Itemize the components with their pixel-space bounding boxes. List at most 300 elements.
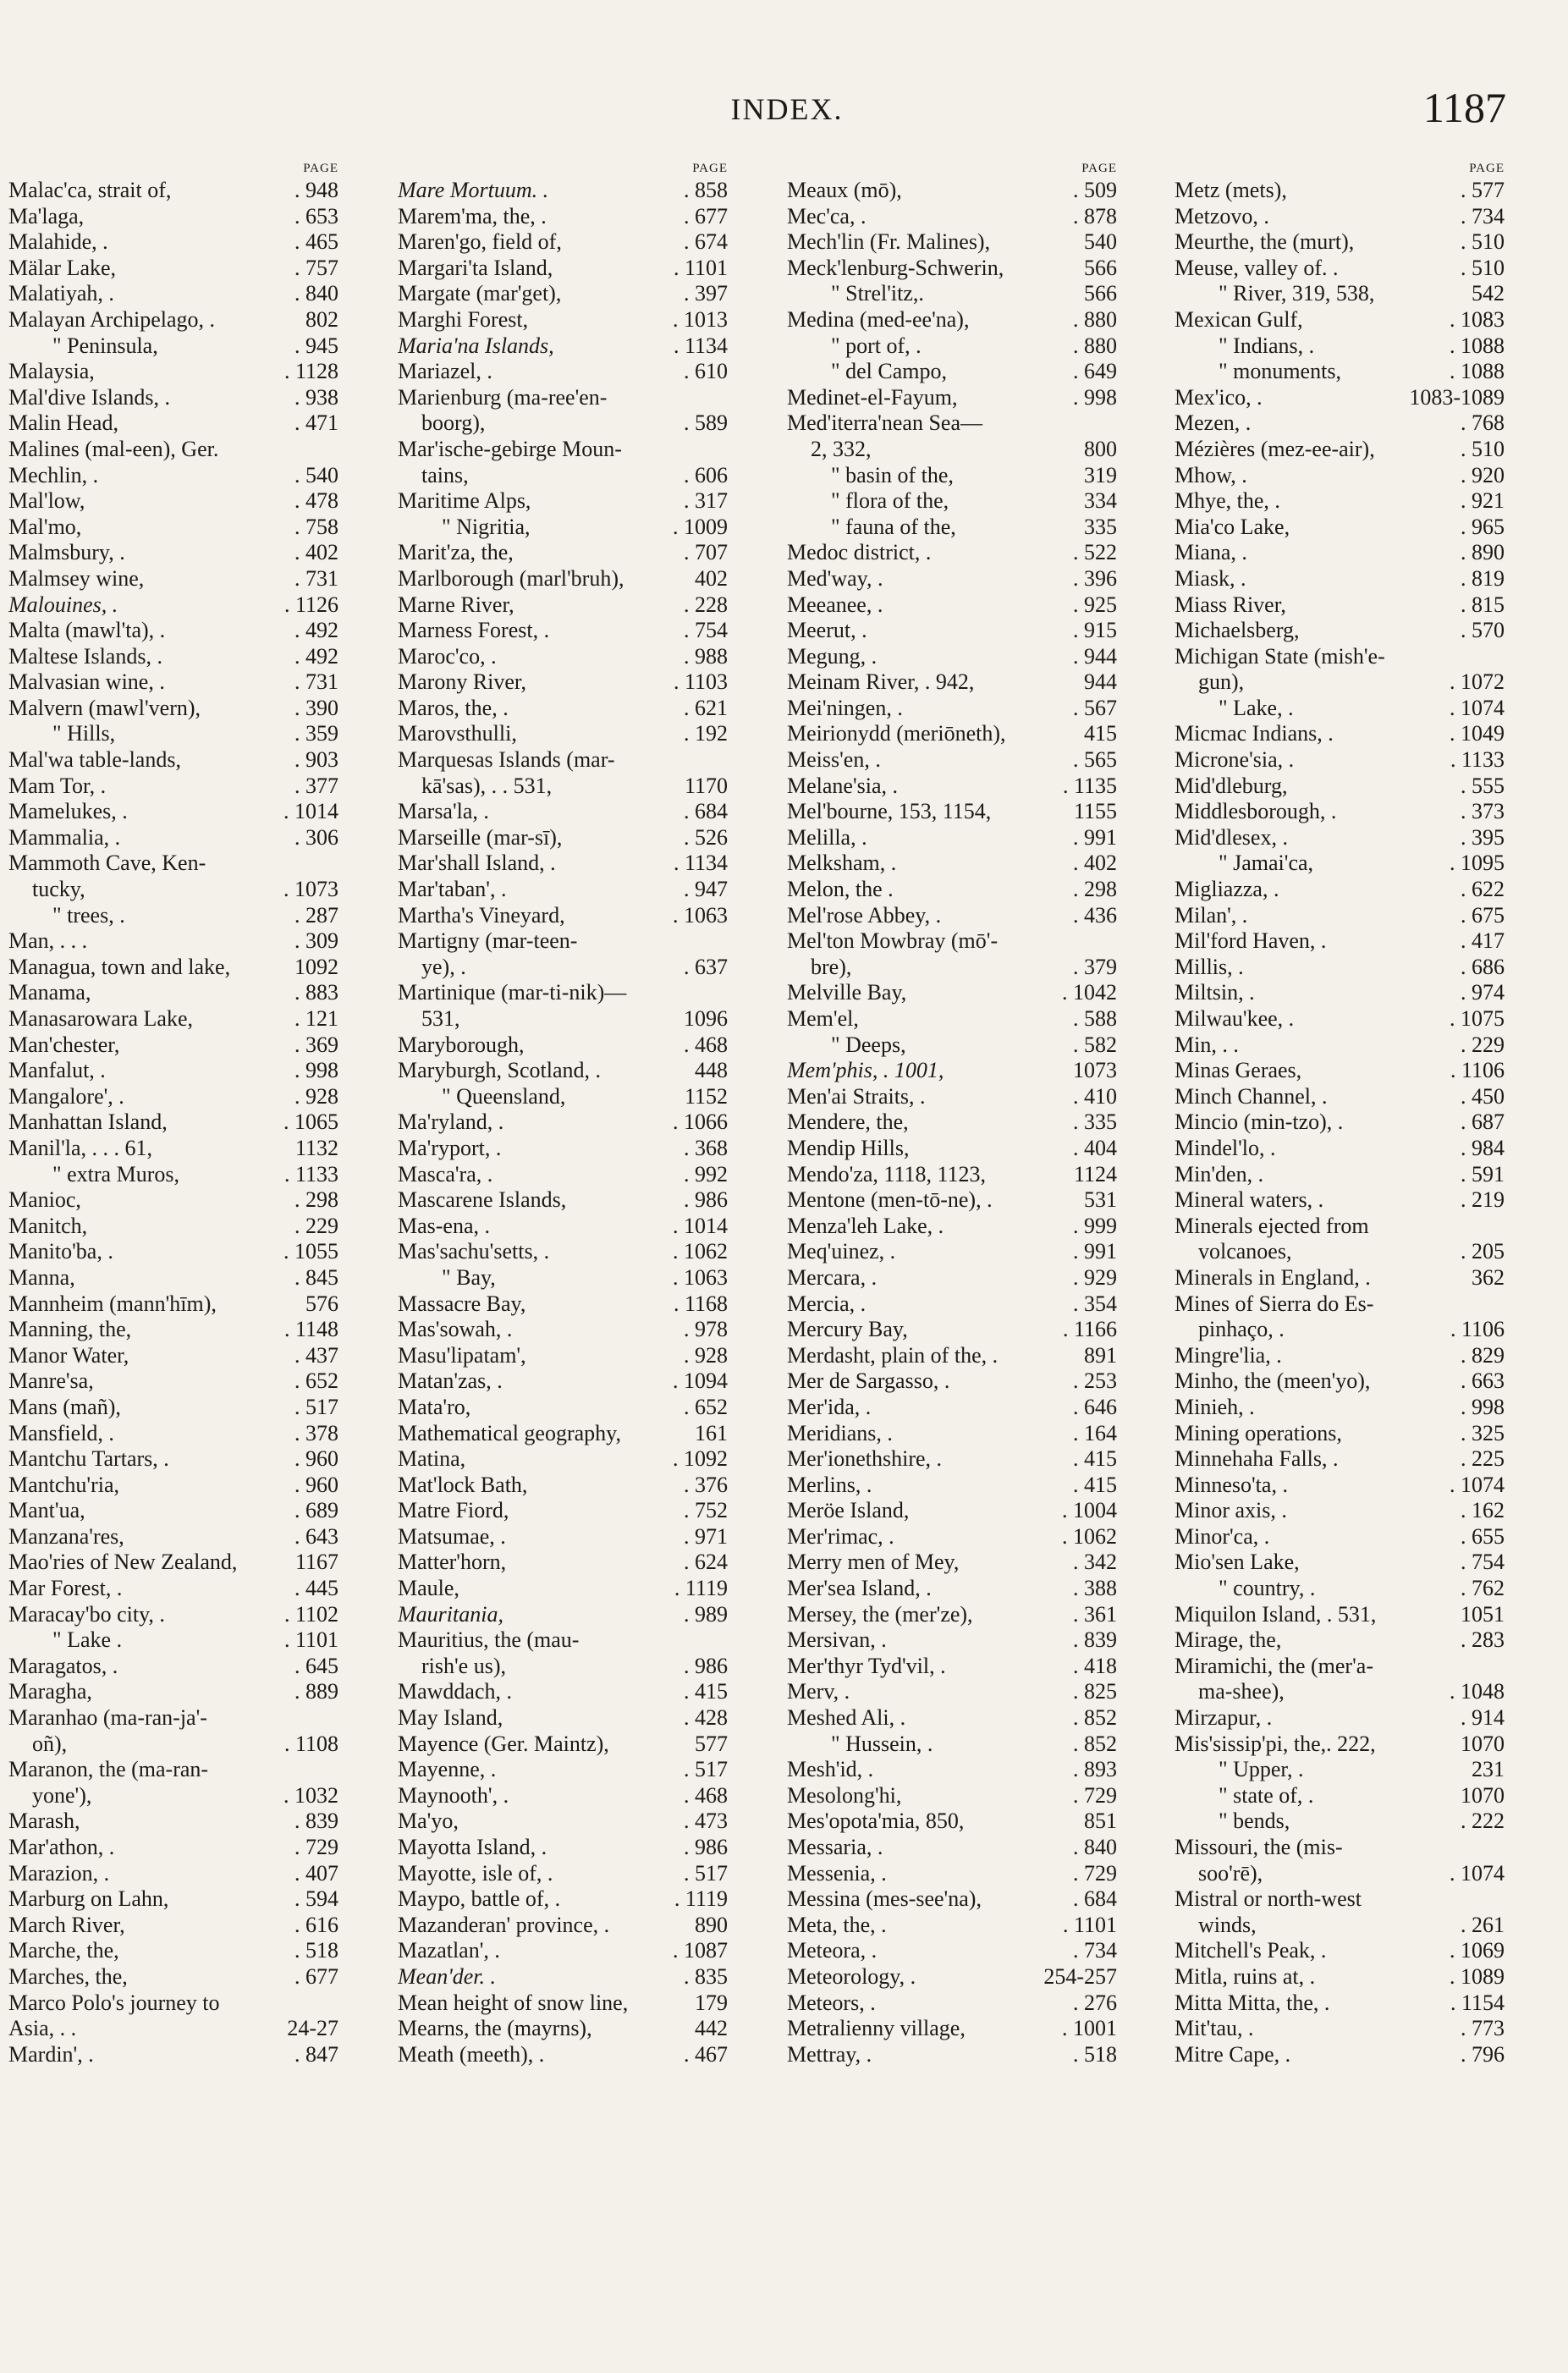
index-page-ref: . 890 (1461, 540, 1505, 565)
index-entry (1175, 437, 1505, 463)
index-page-ref: . 921 (1461, 488, 1505, 514)
index-entry (1175, 1654, 1505, 1680)
index-entry (1175, 1679, 1505, 1705)
index-page-ref: . 947 (684, 877, 728, 902)
index-entry (1175, 1627, 1505, 1654)
index-page-ref: . 471 (294, 410, 338, 436)
index-term: Maragha, (8, 1679, 92, 1704)
index-entry (8, 877, 338, 903)
index-page-ref: . 729 (294, 1835, 338, 1859)
index-page-ref: . 397 (684, 281, 728, 306)
index-term: Maritime Alps, (398, 488, 531, 514)
index-entry (398, 592, 728, 619)
index-term: Mes'opota'mia, 850, (787, 1809, 965, 1834)
index-entry (1175, 1576, 1505, 1602)
index-term: Mayotte, isle of, . (398, 1860, 553, 1886)
index-entry (787, 488, 1117, 515)
index-page-ref: . 920 (1461, 462, 1505, 487)
index-page-ref: . 1087 (673, 1938, 728, 1963)
index-page-ref: . 1088 (1450, 333, 1505, 358)
index-term: Melville Bay, (787, 980, 907, 1005)
index-entry (8, 618, 338, 644)
index-entry (787, 463, 1117, 489)
index-entry (787, 980, 1117, 1006)
index-page-ref: . 522 (1073, 540, 1117, 565)
index-entry (787, 1265, 1117, 1291)
index-term: Mid'dleburg, (1175, 773, 1288, 798)
index-page-ref: . 991 (1073, 824, 1117, 850)
index-term: Maren'go, field of, (398, 229, 562, 255)
index-entry (787, 178, 1117, 204)
index-entry (8, 696, 338, 722)
index-page-ref: . 283 (1461, 1627, 1505, 1653)
index-entry (787, 1498, 1117, 1524)
index-entry (8, 1757, 338, 1783)
index-page-ref: 890 (695, 1912, 728, 1937)
index-term: Malouines, . (8, 592, 118, 617)
index-entry (8, 1006, 338, 1032)
index-page-ref: . 758 (294, 514, 338, 539)
index-page-ref: . 121 (294, 1006, 338, 1031)
index-page-ref: . 342 (1073, 1550, 1117, 1575)
index-entry (8, 1913, 338, 1939)
index-entry (787, 1032, 1117, 1059)
index-term: Med'way, . (787, 565, 883, 591)
index-entry (1175, 1343, 1505, 1369)
index-page-ref: . 1119 (674, 1576, 728, 1601)
index-term: Milwau'kee, . (1175, 1006, 1295, 1031)
index-page-ref: 362 (1472, 1264, 1505, 1290)
index-entry (398, 1732, 728, 1758)
index-entry (398, 1627, 728, 1654)
index-term: Mindel'lo, . (1175, 1135, 1276, 1160)
index-term: Minerals ejected from (1175, 1213, 1369, 1238)
index-term: Mercury Bay, (787, 1317, 908, 1342)
index-term: Mer'ionethshire, . (787, 1446, 943, 1472)
index-page-ref: 531 (1084, 1187, 1117, 1213)
index-term: Ma'laga, (8, 203, 85, 228)
index-term: Mexican Gulf, (1175, 306, 1303, 332)
index-term: Miana, . (1175, 540, 1247, 565)
index-entry (8, 1421, 338, 1447)
index-entry (1175, 1291, 1505, 1318)
index-term: Miquilon Island, . 531, (1175, 1601, 1377, 1627)
index-entry (8, 1679, 338, 1705)
index-entry (398, 1187, 728, 1214)
index-entry (8, 1032, 338, 1059)
index-term: Marseille (mar-sī), (398, 824, 563, 850)
index-term: Melilla, . (787, 824, 867, 850)
index-page-ref: . 1063 (673, 1264, 728, 1290)
index-page-ref: . 219 (1461, 1187, 1505, 1213)
index-term: Mas-ena, . (398, 1213, 491, 1238)
index-entry (398, 1446, 728, 1473)
index-entry (1175, 1187, 1505, 1214)
index-page-ref: . 858 (684, 178, 728, 202)
index-entry (398, 333, 728, 360)
index-term: Miass River, (1175, 592, 1286, 617)
index-page-ref: . 298 (294, 1187, 338, 1213)
index-term: Maryborough, (398, 1032, 525, 1057)
index-page-ref: . 467 (684, 2041, 728, 2067)
index-page-ref: . 616 (294, 1912, 338, 1937)
index-entry (398, 359, 728, 385)
index-term: Mean'der. . (398, 1963, 497, 1989)
index-term: Messaria, . (787, 1835, 883, 1859)
index-page-ref: . 192 (684, 721, 728, 746)
index-page-ref: . 675 (1461, 902, 1505, 928)
index-term: boorg), (421, 410, 486, 436)
index-entry (787, 385, 1117, 411)
index-page-ref: 576 (305, 1291, 338, 1316)
index-term: tucky, (32, 877, 85, 902)
index-term: Marash, (8, 1809, 80, 1834)
index-entry (8, 229, 338, 256)
index-entry (8, 385, 338, 411)
index-entry (398, 1395, 728, 1421)
index-page-ref: . 468 (684, 1032, 728, 1057)
index-term: Mangalore', . (8, 1083, 124, 1109)
index-term: Marazion, . (8, 1860, 110, 1886)
index-entry (398, 1861, 728, 1887)
index-entry (8, 1732, 338, 1758)
index-term: Mel'bourne, 153, 1154, (787, 799, 992, 824)
index-entry (398, 1239, 728, 1265)
index-term: " Hussein, . (831, 1731, 933, 1756)
index-entry (8, 1654, 338, 1680)
index-entry (1175, 1368, 1505, 1395)
index-page-ref: . 663 (1461, 1368, 1505, 1394)
index-entry (787, 1835, 1117, 1861)
index-term: " extra Muros, (52, 1161, 179, 1186)
index-page-ref: . 1135 (1062, 773, 1117, 798)
index-term: Melon, the . (787, 877, 894, 902)
index-term: Maragatos, . (8, 1653, 118, 1678)
index-term: Mazanderan' province, . (398, 1912, 610, 1937)
index-page-ref: . 390 (294, 695, 338, 720)
index-entry (8, 359, 338, 385)
index-entry (787, 281, 1117, 307)
index-term: Manzana'res, (8, 1523, 124, 1549)
index-page-ref: 1152 (684, 1083, 728, 1109)
index-entry (787, 825, 1117, 851)
index-term: " port of, . (831, 333, 922, 358)
index-term: Medina (med-ee'na), (787, 306, 970, 332)
index-page-ref: . 402 (1073, 851, 1117, 876)
index-entry (398, 669, 728, 696)
index-entry (398, 566, 728, 592)
index-term: Mem'el, (787, 1006, 859, 1031)
index-page-ref: . 989 (684, 1601, 728, 1627)
index-entry (787, 1783, 1117, 1809)
index-page-ref: . 222 (1461, 1809, 1505, 1834)
index-term: Middlesborough, . (1175, 799, 1337, 824)
index-page-ref: . 1103 (673, 669, 728, 695)
index-page-ref: . 986 (684, 1653, 728, 1678)
index-term: " Lake, . (1219, 695, 1294, 720)
index-page-ref: . 253 (1073, 1368, 1117, 1394)
index-term: Mao'ries of New Zealand, (8, 1550, 238, 1575)
index-entry (398, 1705, 728, 1732)
index-term: " country, . (1219, 1576, 1316, 1601)
index-term: " bends, (1219, 1809, 1290, 1834)
index-term: Mendo'za, 1118, 1123, (787, 1161, 987, 1186)
index-entry (8, 1368, 338, 1395)
index-page-ref: . 928 (294, 1083, 338, 1109)
index-term: Ma'ryport, . (398, 1135, 502, 1160)
index-term: 2, 332, (811, 436, 872, 461)
index-page-ref: . 643 (294, 1523, 338, 1549)
index-entry (1175, 1317, 1505, 1343)
index-term: Mayence (Ger. Maintz), (398, 1731, 609, 1756)
index-page-ref: . 880 (1073, 306, 1117, 332)
index-page-ref: 1124 (1073, 1161, 1117, 1186)
index-term: Mal'low, (8, 488, 85, 514)
index-entry (787, 1006, 1117, 1032)
index-term: Metralienny village, (787, 2016, 966, 2041)
index-page-ref: 1155 (1073, 799, 1117, 824)
index-page-ref: . 1089 (1450, 1963, 1505, 1989)
index-page-ref: . 1062 (1062, 1523, 1117, 1549)
index-term: Maltese Islands, . (8, 643, 162, 669)
index-page-ref: . 205 (1461, 1239, 1505, 1264)
index-page-ref: . 1108 (283, 1731, 338, 1756)
index-term: Mesh'id, . (787, 1757, 874, 1782)
index-term: Malac'ca, strait of, (8, 178, 172, 202)
index-page-ref: . 1166 (1062, 1317, 1117, 1342)
index-page-ref: . 835 (684, 1963, 728, 1989)
index-term: pinhaço, . (1198, 1317, 1285, 1342)
index-term: Meteorology, . (787, 1963, 916, 1989)
index-term: Meteora, . (787, 1938, 878, 1963)
index-entry (1175, 1395, 1505, 1421)
index-entry (8, 721, 338, 747)
index-term: Maranon, the (ma-ran- (8, 1757, 209, 1782)
index-entry (787, 799, 1117, 825)
index-entry (8, 980, 338, 1006)
index-term: Mammoth Cave, Ken- (8, 851, 206, 876)
index-page-ref: . 359 (294, 721, 338, 746)
index-page-ref: 334 (1084, 488, 1117, 514)
index-term: Meinam River, . 942, (787, 669, 975, 695)
index-page-ref: 577 (695, 1731, 728, 1756)
index-entry (1175, 1964, 1505, 1990)
index-page-ref: 1051 (1461, 1601, 1505, 1627)
index-entry (1175, 1421, 1505, 1447)
index-page-ref: . 992 (684, 1161, 728, 1186)
index-page-ref: . 606 (684, 462, 728, 487)
index-page-ref: . 1062 (673, 1239, 728, 1264)
index-entry (787, 1576, 1117, 1602)
index-page-ref: . 478 (294, 488, 338, 514)
index-term: Manor Water, (8, 1342, 129, 1368)
index-entry (1175, 1214, 1505, 1240)
index-term: Medinet-el-Fayum, (787, 384, 958, 410)
index-entry (8, 1343, 338, 1369)
index-entry (1175, 229, 1505, 256)
index-entry (1175, 1239, 1505, 1265)
index-page-ref: . 815 (1461, 592, 1505, 617)
index-term: Mer'rimac, . (787, 1523, 894, 1549)
index-entry (1175, 515, 1505, 541)
index-term: Mean height of snow line, (398, 1990, 629, 2015)
index-term: Manil'la, . . . 61, (8, 1135, 153, 1160)
index-entry (8, 1602, 338, 1628)
index-term: Medoc district, . (787, 540, 932, 565)
index-term: " Jamai'ca, (1219, 851, 1314, 876)
index-entry (398, 515, 728, 541)
index-term: Merlins, . (787, 1472, 872, 1497)
index-entry (1175, 1757, 1505, 1783)
index-entry (8, 644, 338, 670)
index-entry (8, 1395, 338, 1421)
index-page-ref: . 883 (294, 980, 338, 1005)
index-entry (8, 592, 338, 619)
index-page-ref: 402 (695, 565, 728, 591)
index-entry (8, 488, 338, 515)
index-entry (787, 721, 1117, 747)
index-entry (1175, 1835, 1505, 1861)
index-entry (787, 333, 1117, 360)
index-page-ref: . 1102 (283, 1601, 338, 1627)
index-entry (1175, 1109, 1505, 1136)
index-page-ref: . 1126 (283, 592, 338, 617)
index-term: " Queensland, (442, 1083, 566, 1109)
index-term: " Deeps, (831, 1032, 906, 1057)
index-term: Marco Polo's journey to (8, 1990, 220, 2015)
index-term: Martinique (mar-ti-nik)— (398, 980, 627, 1005)
index-entry (8, 774, 338, 800)
index-page-ref: . 752 (684, 1498, 728, 1523)
index-page-ref: . 1154 (1450, 1990, 1505, 2015)
index-entry (1175, 592, 1505, 619)
index-term: Mei'ningen, . (787, 695, 903, 720)
index-page-ref: 891 (1084, 1342, 1117, 1368)
index-entry (1175, 2016, 1505, 2042)
index-term: " Upper, . (1219, 1757, 1304, 1782)
index-term: Massacre Bay, (398, 1291, 526, 1316)
index-term: Mitchell's Peak, . (1175, 1938, 1327, 1963)
index-entry (8, 1576, 338, 1602)
index-entry (1175, 747, 1505, 774)
index-term: " Nigritia, (442, 514, 531, 539)
index-entry (787, 1421, 1117, 1447)
index-entry (1175, 1498, 1505, 1524)
index-page-ref: . 621 (684, 695, 728, 720)
index-entry (1175, 928, 1505, 955)
index-entry (8, 928, 338, 955)
index-page-ref: . 796 (1461, 2041, 1505, 2067)
index-page-ref: . 1101 (283, 1627, 338, 1653)
index-entry (8, 1809, 338, 1835)
index-page-ref: . 971 (684, 1523, 728, 1549)
index-page-ref: 161 (695, 1420, 728, 1445)
index-entry (398, 1368, 728, 1395)
index-term: Mézières (mez-ee-air), (1175, 436, 1375, 461)
index-page-ref: . 588 (1073, 1006, 1117, 1031)
index-entry (8, 515, 338, 541)
index-page-ref: 566 (1084, 255, 1117, 280)
index-term: Malayan Archipelago, . (8, 306, 216, 332)
index-page-ref: . 1014 (673, 1213, 728, 1238)
index-term: Meteors, . (787, 1990, 876, 2015)
index-term: Marburg on Lahn, (8, 1886, 169, 1912)
index-column-1 (8, 159, 338, 2067)
index-page-ref: . 684 (1073, 1886, 1117, 1912)
index-entry (787, 1317, 1117, 1343)
index-term: Mersivan, . (787, 1627, 887, 1653)
index-page-ref: . 540 (294, 462, 338, 487)
index-entry (8, 1990, 338, 2017)
index-term: Min'den, . (1175, 1161, 1264, 1186)
index-term: Matan'zas, . (398, 1368, 503, 1394)
index-entry (8, 1187, 338, 1214)
index-page-ref: . 677 (684, 203, 728, 228)
index-entry (787, 2016, 1117, 2042)
index-term: tains, (421, 462, 469, 487)
index-term: Mistral or north-west (1175, 1886, 1362, 1912)
index-entry (8, 851, 338, 877)
page-column-label: PAGE (1081, 162, 1117, 175)
index-term: Meta, the, . (787, 1912, 887, 1937)
index-entry (398, 281, 728, 307)
index-entry (787, 1109, 1117, 1136)
index-term: Matina, (398, 1446, 466, 1472)
index-page-ref: 1070 (1461, 1782, 1505, 1808)
index-entry (398, 385, 728, 411)
index-entry (787, 540, 1117, 566)
index-page-ref: . 492 (294, 618, 338, 643)
index-entry (398, 1473, 728, 1499)
index-page-ref: . 510 (1461, 436, 1505, 461)
index-entry (787, 204, 1117, 230)
index-entry (8, 566, 338, 592)
index-term: Mio'sen Lake, (1175, 1550, 1300, 1575)
index-term: " monuments, (1219, 359, 1341, 384)
index-page-ref: . 1128 (283, 359, 338, 384)
index-page-ref: . 1004 (1062, 1498, 1117, 1523)
index-term: Manfalut, . (8, 1058, 106, 1083)
index-page-ref: . 914 (1461, 1705, 1505, 1731)
index-term: rish'e us), (421, 1653, 507, 1678)
index-term: Malmsey wine, (8, 565, 145, 591)
index-term: Mel'ton Mowbray (mō'- (787, 928, 999, 954)
index-entry (8, 903, 338, 929)
index-term: Mhye, the, . (1175, 488, 1280, 514)
index-page-ref: . 1074 (1450, 695, 1505, 720)
index-page-ref: . 754 (1461, 1550, 1505, 1575)
index-term: Manasarowara Lake, (8, 1006, 193, 1031)
index-entry (398, 410, 728, 437)
index-page-ref: . 645 (294, 1653, 338, 1678)
index-column-3 (787, 159, 1117, 2067)
index-term: Meirionydd (meriōneth), (787, 721, 1006, 746)
index-entry (8, 799, 338, 825)
index-page-ref: . 840 (1073, 1835, 1117, 1859)
index-term: Meridians, . (787, 1420, 893, 1445)
index-term: Mer'ida, . (787, 1394, 872, 1419)
index-term: gun), (1198, 669, 1245, 695)
index-entry (8, 2042, 338, 2068)
index-entry (787, 696, 1117, 722)
index-entry (1175, 1006, 1505, 1032)
index-page-ref: 540 (1084, 229, 1117, 255)
index-page-ref: . 652 (684, 1394, 728, 1419)
index-entry (398, 1576, 728, 1602)
index-term: Maria'na Islands, (398, 333, 554, 358)
index-term: Mayotta Island, . (398, 1835, 547, 1859)
page-number: 1187 (1422, 84, 1506, 131)
